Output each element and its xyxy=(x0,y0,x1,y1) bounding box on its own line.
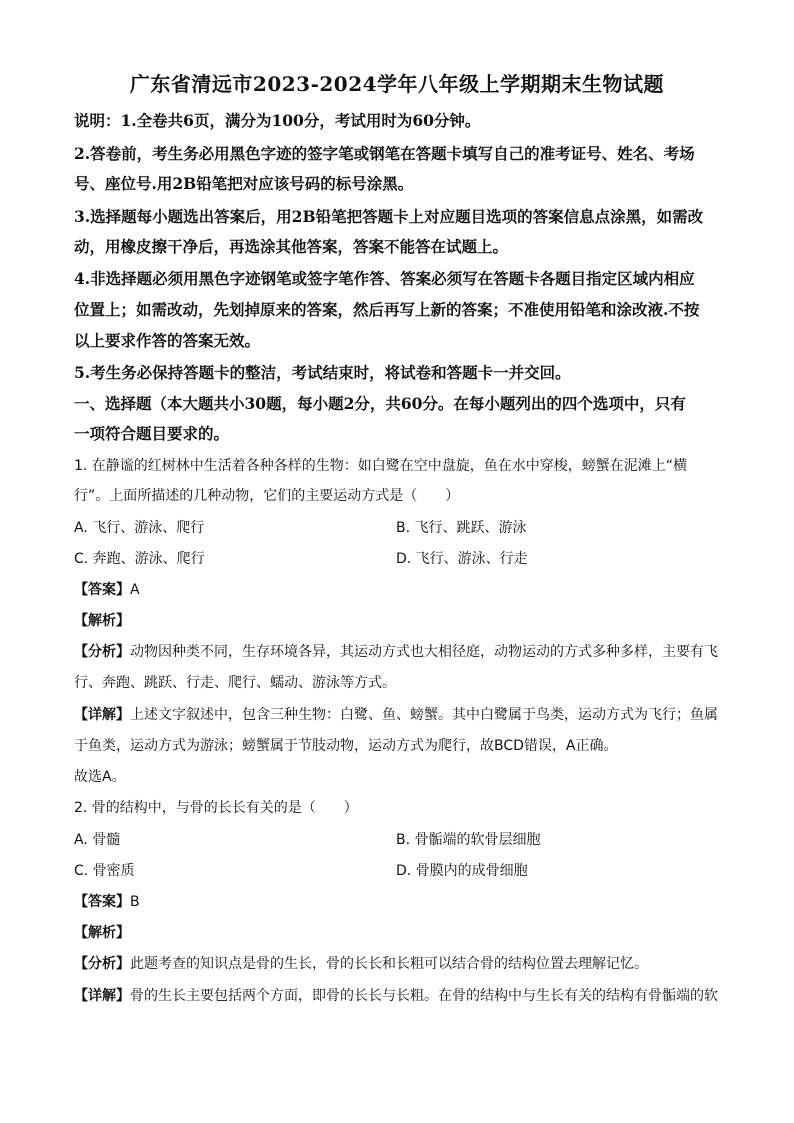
instruction-line: 说明：1.全卷共6页，满分为100分，考试用时为60分钟。 xyxy=(74,111,481,130)
option-c: C. 骨密质 xyxy=(74,863,135,879)
fenxi-text: 此题考查的知识点是骨的生长，骨的长长和长粗可以结合骨的结构位置去理解记忆。 xyxy=(130,956,648,972)
answer-tag: 【答案】 xyxy=(74,894,130,910)
instruction-line: 位置上；如需改动，先划掉原来的答案，然后再写上新的答案；不准使用铅笔和涂改液.不按 xyxy=(74,300,700,319)
answer-value: A xyxy=(130,582,140,598)
option-c: C. 奔跑、游泳、爬行 xyxy=(74,551,205,567)
question-1-fenxi-cont: 行、奔跑、跳跃、行走、爬行、蠕动、游泳等方式。 xyxy=(74,675,396,691)
answer-tag: 【答案】 xyxy=(74,582,130,598)
fenxi-tag: 【分析】 xyxy=(74,644,130,660)
question-1-analysis-tag xyxy=(74,610,724,630)
question-2-answer xyxy=(74,891,724,911)
option-b: B. 飞行、跳跃、游泳 xyxy=(396,520,527,536)
instruction-line: 2.答卷前，考生务必用黑色字迹的签字笔或钢笔在答题卡填写自己的准考证号、姓名、考场 xyxy=(74,144,695,163)
question-2-fenxi xyxy=(74,953,724,973)
analysis-tag: 【解析】 xyxy=(74,925,130,941)
question-2-options-row xyxy=(74,829,724,849)
answer-value: B xyxy=(130,894,140,910)
question-2-xiangjie xyxy=(74,985,724,1005)
section-heading: 一项符合题目要求的。 xyxy=(74,424,230,443)
xiangjie-tag: 【详解】 xyxy=(74,707,130,723)
instruction-line: 5.考生务必保持答题卡的整洁，考试结束时，将试卷和答题卡一并交回。 xyxy=(74,363,571,382)
xiangjie-text: 骨的生长主要包括两个方面，即骨的长长与长粗。在骨的结构中与生长有关的结构有骨骺端的软 xyxy=(130,988,718,1004)
instruction-line: 4.非选择题必须用黑色字迹钢笔或签字笔作答、答案必须写在答题卡各题目指定区域内相应 xyxy=(74,269,695,288)
xiangjie-text: 上述文字叙述中，包含三种生物：白鹭、鱼、螃蟹。其中白鹭属于鸟类，运动方式为飞行；鱼属 xyxy=(130,707,718,723)
question-2-options-row xyxy=(74,860,724,880)
question-1-options-row xyxy=(74,517,724,537)
question-2-stem: 2. 骨的结构中，与骨的长长有关的是（ ） xyxy=(74,800,358,816)
option-d: D. 骨膜内的成骨细胞 xyxy=(396,863,528,879)
option-a: A. 骨髓 xyxy=(74,832,121,848)
instruction-line: 号、座位号.用2B铅笔把对应该号码的标号涂黑。 xyxy=(74,174,414,193)
question-1-options-row xyxy=(74,548,724,568)
analysis-tag: 【解析】 xyxy=(74,613,130,629)
page-title: 广东省清远市2023-2024学年八年级上学期期末生物试题 xyxy=(129,72,665,96)
question-1-answer xyxy=(74,579,724,599)
question-2-analysis-tag xyxy=(74,922,724,942)
fenxi-text: 动物因种类不同，生存环境各异，其运动方式也大相径庭，动物运动的方式多种多样，主要有飞 xyxy=(130,644,718,660)
question-1-xiangjie-cont: 于鱼类，运动方式为游泳；螃蟹属于节肢动物，运动方式为爬行，故BCD错误，A正确。 xyxy=(74,738,618,754)
fenxi-tag: 【分析】 xyxy=(74,956,130,972)
question-1-stem: 1. 在静谧的红树林中生活着各种各样的生物：如白鹭在空中盘旋，鱼在水中穿梭，螃蟹在泥滩上“横 xyxy=(74,458,688,474)
option-a: A. 飞行、游泳、爬行 xyxy=(74,520,205,536)
question-1-conclusion: 故选A。 xyxy=(74,769,126,785)
instruction-line: 以上要求作答的答案无效。 xyxy=(74,331,261,350)
option-b: B. 骨骺端的软骨层细胞 xyxy=(396,832,541,848)
question-1-xiangjie xyxy=(74,704,724,724)
section-heading: 一、选择题（本大题共小30题，每小题2分，共60分。在每小题列出的四个选项中，只有 xyxy=(74,394,686,413)
instruction-line: 3.选择题每小题选出答案后，用2B铅笔把答题卡上对应题目选项的答案信息点涂黑，如需改 xyxy=(74,207,704,226)
option-d: D. 飞行、游泳、行走 xyxy=(396,551,528,567)
question-1-fenxi xyxy=(74,641,724,661)
instruction-line: 动，用橡皮擦干净后，再选涂其他答案，答案不能答在试题上。 xyxy=(74,237,509,256)
question-1-stem: 行”。上面所描述的几种动物，它们的主要运动方式是（ ） xyxy=(74,488,460,504)
xiangjie-tag: 【详解】 xyxy=(74,988,130,1004)
